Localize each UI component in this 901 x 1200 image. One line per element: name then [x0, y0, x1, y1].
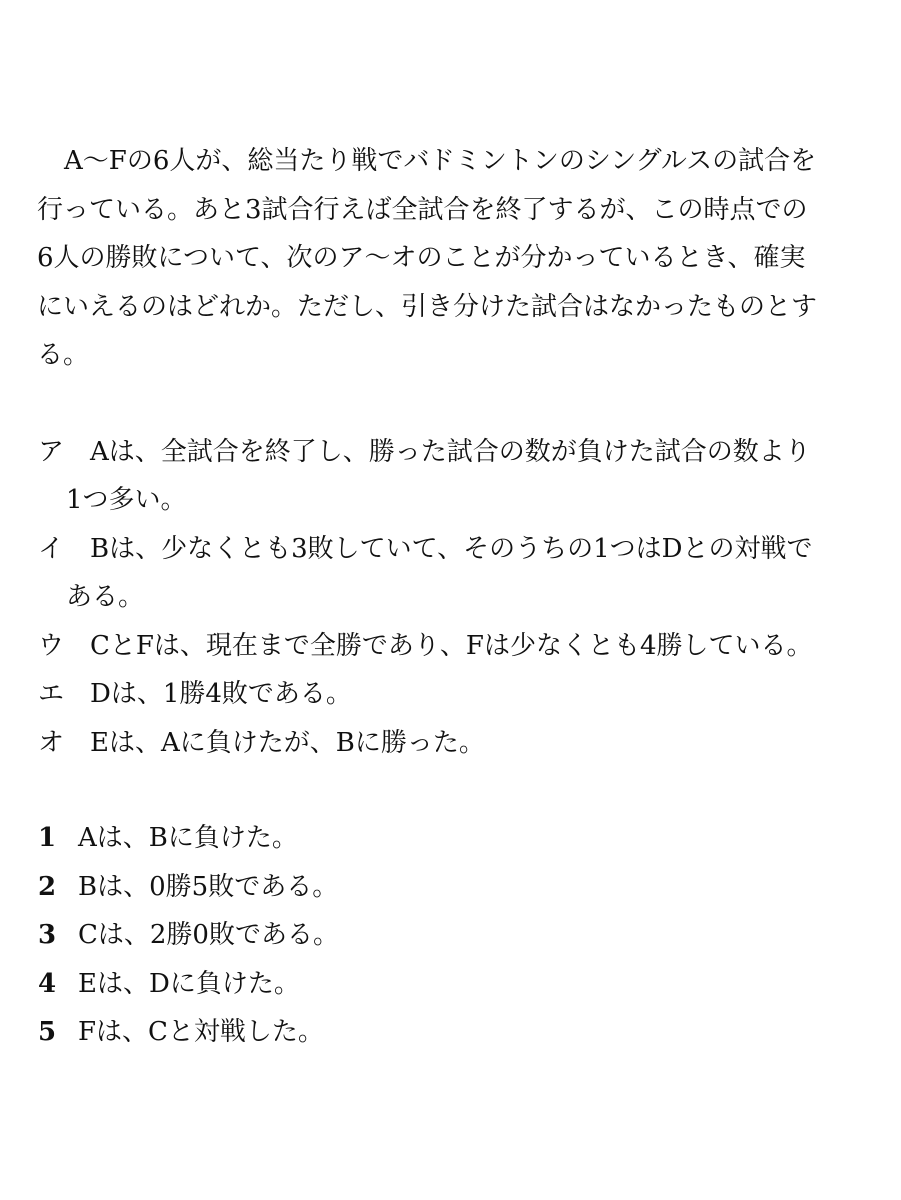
condition-mark: オ — [38, 727, 65, 758]
condition-line: Aは、全試合を終了し、勝った試合の数が負けた試合の数より — [90, 436, 811, 467]
choice-number: 1 — [38, 823, 57, 853]
problem-document — [37, 137, 867, 1057]
answer-choices — [37, 814, 867, 1057]
condition-line: CとFは、現在まで全勝であり、Fは少なくとも4勝している。 — [90, 630, 813, 661]
choice-number: 3 — [38, 920, 57, 950]
statement-line: 6人の勝敗について、次のア〜オのことが分かっているとき、確実 — [37, 243, 806, 273]
condition-text — [90, 622, 867, 671]
answer-choice-3[interactable] — [37, 911, 867, 960]
answer-choice-1[interactable] — [37, 814, 867, 863]
condition-mark: ア — [38, 436, 65, 467]
condition-u — [37, 622, 867, 671]
condition-a — [37, 428, 867, 525]
condition-e — [37, 670, 867, 719]
condition-list — [37, 428, 867, 768]
condition-line-continued: ある。 — [66, 582, 145, 612]
condition-text — [66, 525, 867, 622]
condition-line-continued: 1つ多い。 — [66, 485, 187, 515]
condition-o — [37, 719, 867, 768]
choice-number: 4 — [38, 968, 57, 999]
choice-text: Fは、Cと対戦した。 — [78, 1017, 324, 1047]
answer-choice-4[interactable] — [37, 960, 867, 1009]
condition-i — [37, 525, 867, 622]
choice-number: 5 — [38, 1017, 57, 1047]
choice-text: Aは、Bに負けた。 — [78, 823, 298, 853]
choice-text: Eは、Dに負けた。 — [78, 968, 300, 999]
statement-line: 行っている。あと3試合行えば全試合を終了するが、この時点での — [37, 194, 808, 225]
condition-text — [90, 719, 867, 768]
condition-mark: イ — [38, 533, 65, 564]
choice-text: Cは、2勝0敗である。 — [78, 920, 339, 950]
choice-number: 2 — [38, 871, 57, 902]
condition-line: Bは、少なくとも3敗していて、そのうちの1つはDとの対戦で — [90, 533, 813, 564]
condition-mark: ウ — [38, 630, 65, 661]
answer-choice-2[interactable] — [37, 863, 867, 912]
condition-line: Dは、1勝4敗である。 — [90, 679, 352, 709]
choice-text: Bは、0勝5敗である。 — [78, 871, 339, 902]
statement-line: A〜Fの6人が、総当たり戦でバドミントンのシングルスの試合を — [64, 146, 817, 176]
condition-text — [90, 670, 867, 719]
condition-line: Eは、Aに負けたが、Bに勝った。 — [90, 727, 485, 758]
statement-line: る。 — [37, 340, 90, 370]
condition-mark: エ — [38, 679, 65, 709]
problem-statement — [37, 137, 867, 380]
statement-line: にいえるのはどれか。ただし、引き分けた試合はなかったものとす — [37, 291, 818, 322]
condition-text — [66, 428, 867, 525]
answer-choice-5[interactable] — [37, 1008, 867, 1057]
